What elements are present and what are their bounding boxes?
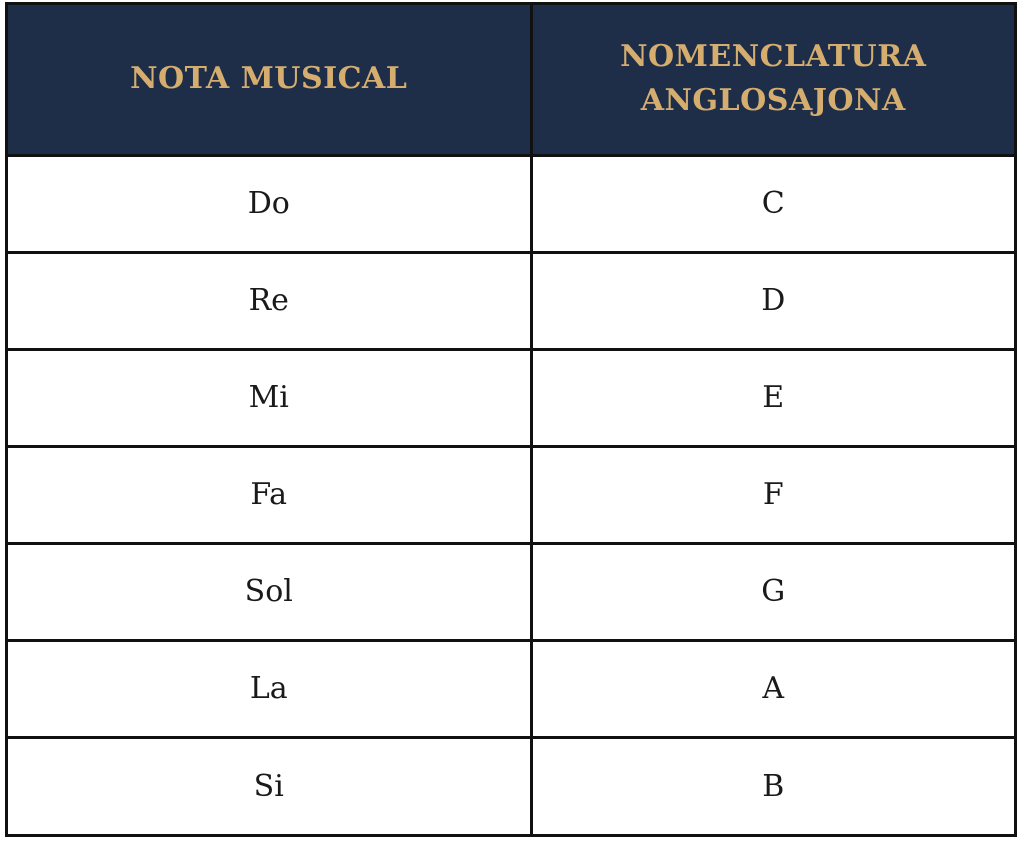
cell-note: Si	[8, 737, 531, 834]
cell-letter: E	[531, 349, 1014, 446]
cell-letter: B	[531, 737, 1014, 834]
cell-note: Mi	[8, 349, 531, 446]
table-row	[8, 446, 1014, 543]
table-row	[8, 640, 1014, 737]
cell-letter: F	[531, 446, 1014, 543]
cell-note: Fa	[8, 446, 531, 543]
notes-table-container	[5, 2, 1017, 837]
cell-letter: G	[531, 543, 1014, 640]
musical-notes-table	[8, 5, 1014, 834]
table-row	[8, 252, 1014, 349]
table-row	[8, 155, 1014, 252]
table-row	[8, 737, 1014, 834]
table-row	[8, 349, 1014, 446]
table-row	[8, 543, 1014, 640]
table-header-row	[8, 5, 1014, 155]
header-nomenclatura-line1: NOMENCLATURA	[620, 39, 927, 75]
header-nota-musical-label: NOTA MUSICAL	[130, 61, 408, 97]
cell-note: Do	[8, 155, 531, 252]
cell-note: Re	[8, 252, 531, 349]
cell-letter: C	[531, 155, 1014, 252]
header-nota-musical	[8, 5, 531, 155]
cell-letter: D	[531, 252, 1014, 349]
cell-note: La	[8, 640, 531, 737]
header-nomenclatura-anglosajona	[531, 5, 1014, 155]
header-nomenclatura-line2: ANGLOSAJONA	[640, 83, 906, 119]
cell-letter: A	[531, 640, 1014, 737]
cell-note: Sol	[8, 543, 531, 640]
